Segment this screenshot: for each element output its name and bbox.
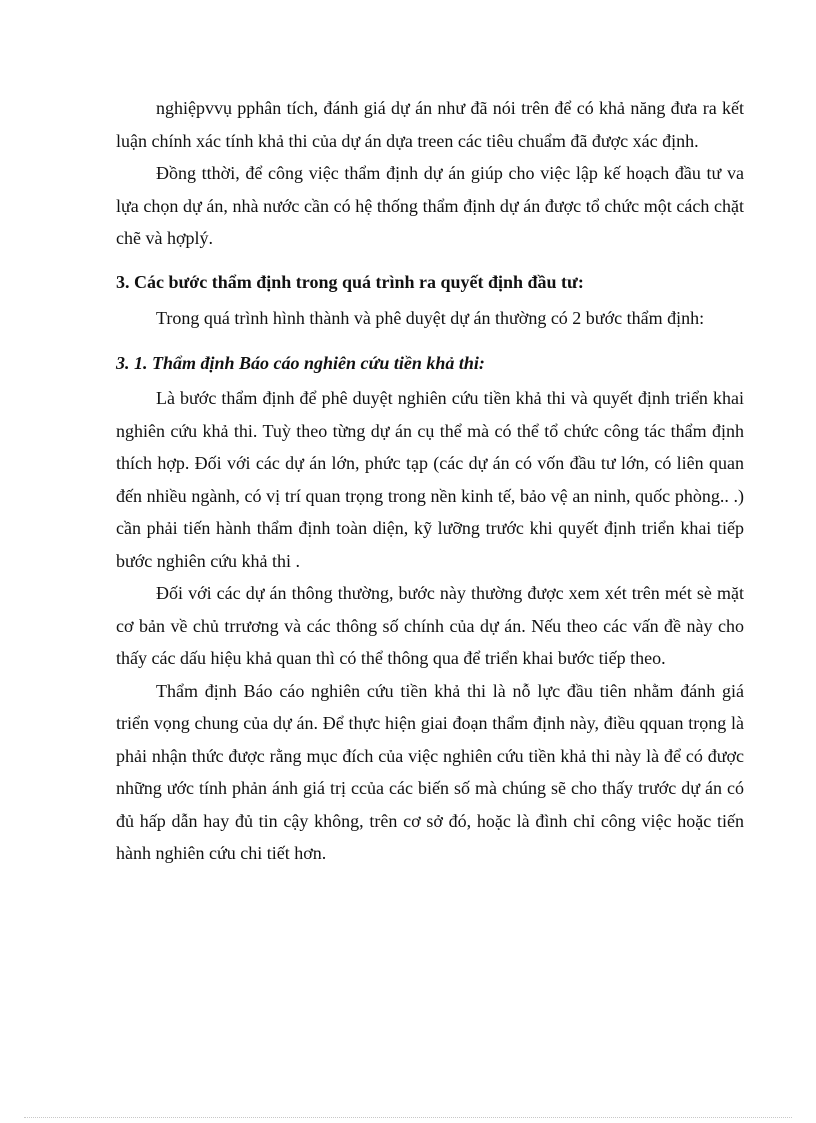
page-bottom-divider bbox=[24, 1117, 792, 1118]
body-paragraph: nghiệpvvụ pphân tích, đánh giá dự án như đã nói trên để có khả năng đưa ra kết luận chính xác tính khả thi của dự án dựa treen các tiêu chuẩm đã được xác định. bbox=[116, 98, 744, 151]
body-paragraph: Đồng tthời, để công việc thẩm định dự án giúp cho việc lập kế hoạch đầu tư va lựa chọn dự án, nhà nước cần có hệ thống thẩm định dự án được tổ chức một cách chặt chẽ và hợplý. bbox=[116, 163, 744, 248]
body-paragraph: Đối với các dự án thông thường, bước này thường được xem xét trên mét sè mặt cơ bản về chủ trrương và các thông số chính của dự án. Nếu theo các vấn đề này cho thấy các dấu hiệu khả quan thì có thể thông qua để triển khai bước tiếp theo. bbox=[116, 583, 744, 668]
body-paragraph: Là bước thẩm định để phê duyệt nghiên cứu tiền khả thi và quyết định triển khai nghiên cứu khả thi. Tuỳ theo từng dự án cụ thể mà có thể tổ chức công tác thẩm định thích hợp. Đối với các dự án lớn, phức tạp (các dự án có vốn đầu tư lớn, có liên quan đến nhiều ngành, có vị trí quan trọng trong nền kinh tế, bảo vệ an ninh, quốc phòng.. .) cần phải tiến hành thẩm định toàn diện, kỹ lưỡng trước khi quyết định triển khai tiếp bước nghiên cứu khả thi . bbox=[116, 388, 744, 571]
body-paragraph: Thẩm định Báo cáo nghiên cứu tiền khả thi là nỗ lực đầu tiên nhằm đánh giá triển vọng chung của dự án. Để thực hiện giai đoạn thẩm định này, điều qquan trọng là phải nhận thức được rằng mục đích của việc nghiên cứu tiền khả thi này là để có được những ước tính phản ánh giá trị ccủa các biến số mà chúng sẽ cho thấy trước dự án có đủ hấp dẫn hay đủ tin cậy không, trên cơ sở đó, hoặc là đình chỉ công việc hoặc tiến hành nghiên cứu chi tiết hơn. bbox=[116, 680, 744, 863]
document-body bbox=[116, 92, 744, 870]
subsection-heading: 3. 1. Thẩm định Báo cáo nghiên cứu tiền khả thi: bbox=[116, 352, 485, 373]
body-paragraph: Trong quá trình hình thành và phê duyệt dự án thường có 2 bước thẩm định: bbox=[156, 308, 705, 328]
section-heading: 3. Các bước thẩm định trong quá trình ra quyết định đầu tư: bbox=[116, 271, 584, 292]
